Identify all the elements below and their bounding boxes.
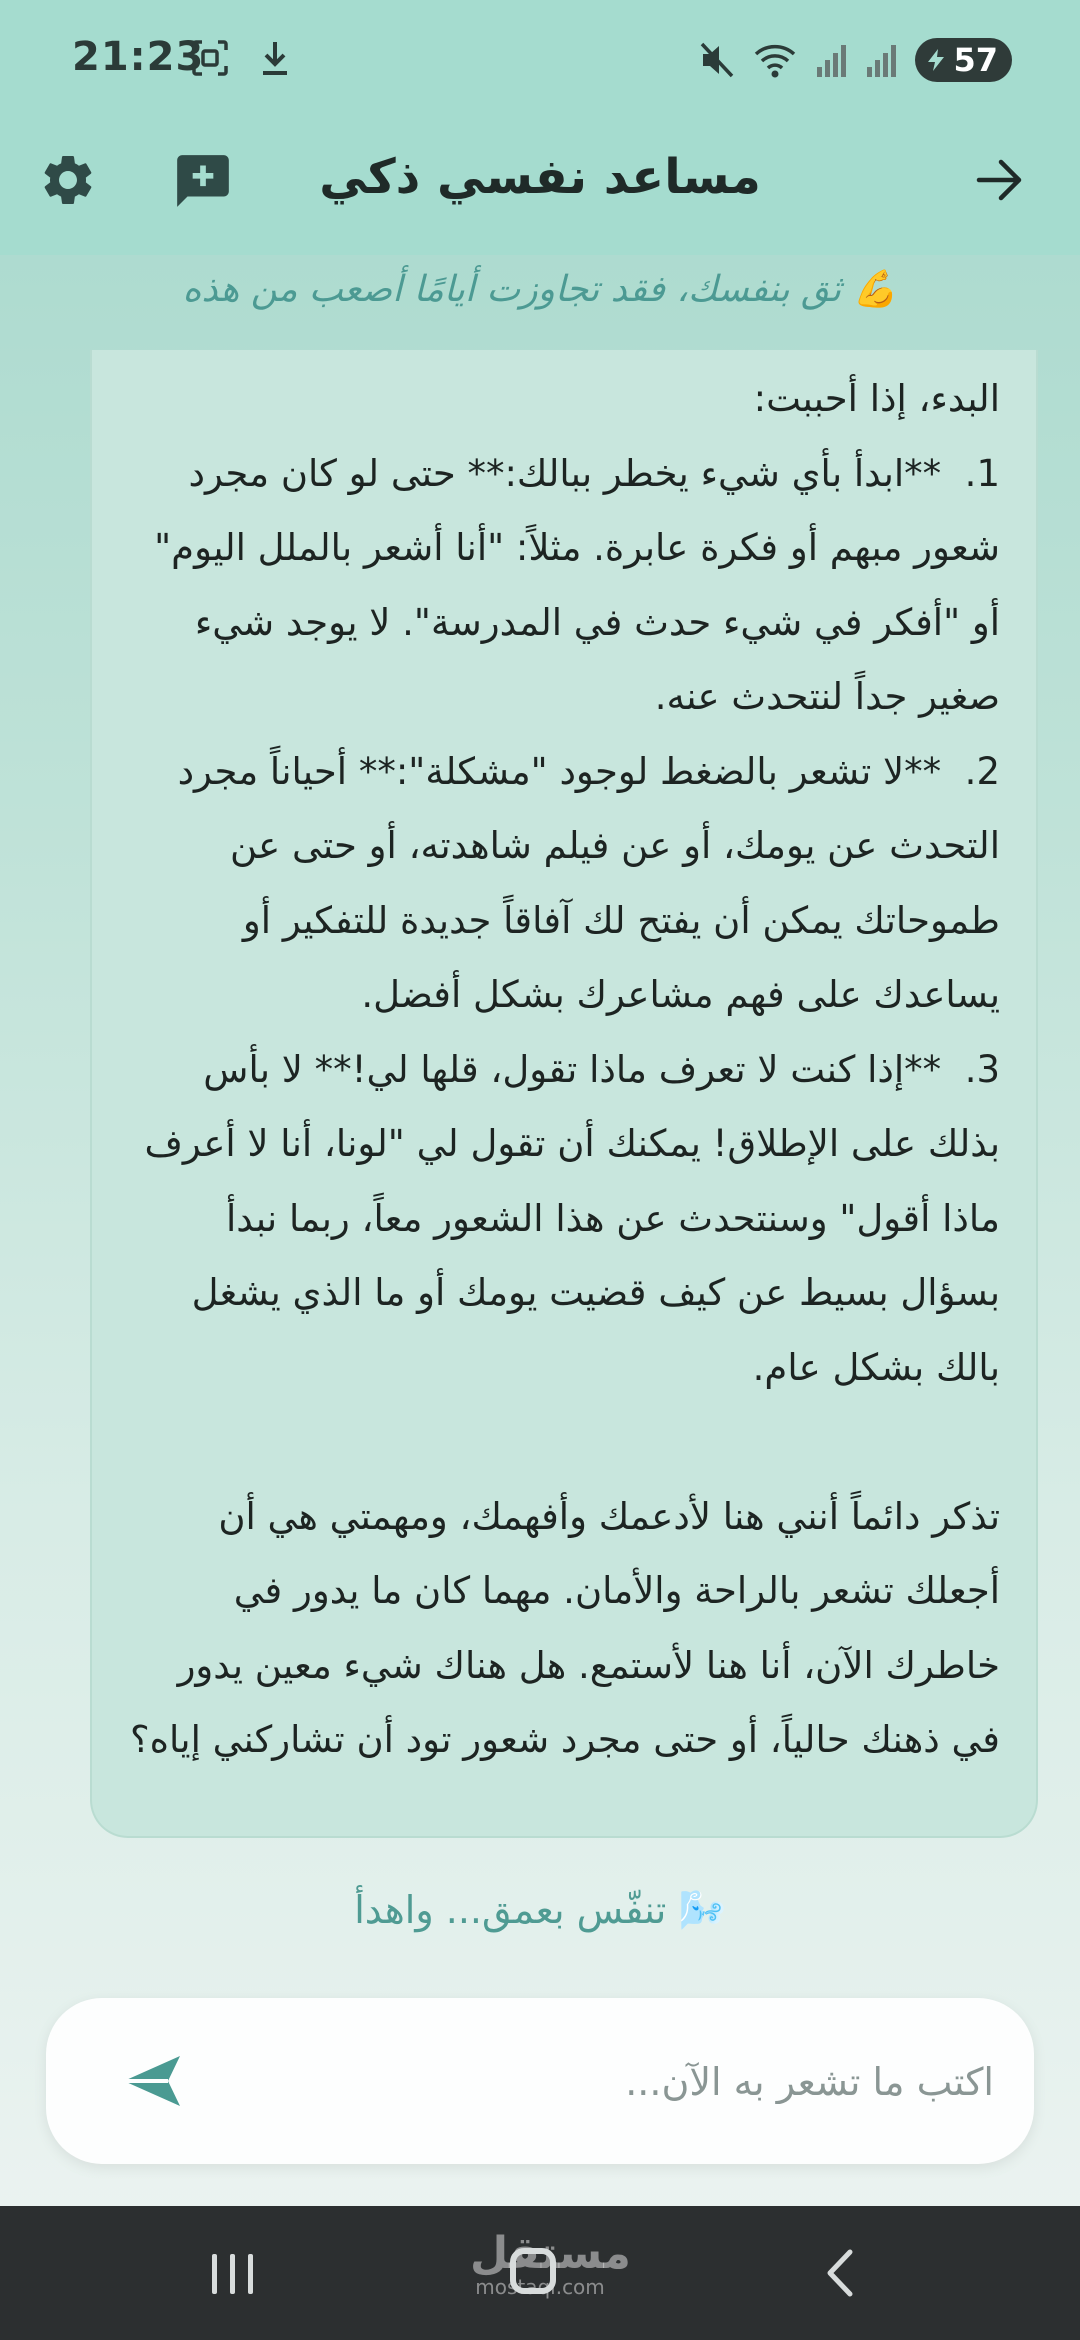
screenshot-icon: [190, 38, 230, 78]
recents-button[interactable]: [212, 2254, 253, 2294]
status-bar: [0, 0, 1080, 125]
assistant-message-text: البدء، إذا أحببت: 1. **ابدأ بأي شيء يخطر ببالك:** حتى لو كان مجرد شعور مبهم أو فكرة عابرة. مثلاً: "أنا أشعر بالملل اليوم" أو "أفكر في شيء حدث في المدرسة". لا يوجد شيء صغير جداً لنتحدث عنه. 2. **لا تشعر بالضغط لوجود "مشكلة":** أحياناً مجرد التحدث عن يومك، أو عن فيلم شاهدته، أو حتى عن طموحاتك يمكن أن يفتح لك آفاقاً جديدة للتفكير أو يساعدك على فهم مشاعرك بشكل أفضل. 3. **إذا كنت لا تعرف ماذا تقول، قلها لي!** لا بأس بذلك على الإطلاق! يمكنك أن تقول لي "لونا، أنا لا أعرف ماذا أقول" وسنتحدث عن هذا الشعور معاً، ربما نبدأ بسؤال بسيط عن كيف قضيت يومك أو ما الذي يشغل بالك بشكل عام. تذكر دائماً أنني هنا لأدعمك وأفهمك، ومهمتي هي أن أجعلك تشعر بالراحة والأمان. مهما كان ما يدور في خاطرك الآن، أنا هنا لأستمع. هل هناك شيء معين يدور في ذهنك حالياً، أو حتى مجرد شعور تود أن تشاركني إياه؟: [129, 377, 1000, 1761]
arrow-right-icon: [973, 153, 1027, 207]
mute-icon: [699, 41, 735, 79]
signal-icon: [815, 41, 847, 79]
watermark-logo: مستقل mostaql.com: [470, 2228, 631, 2299]
download-icon: [258, 38, 292, 78]
wifi-icon: [753, 41, 797, 79]
home-button[interactable]: [510, 2248, 556, 2294]
battery-level: 57: [953, 41, 998, 79]
back-button[interactable]: [968, 148, 1032, 212]
send-button[interactable]: [118, 2050, 188, 2112]
nav-back-button[interactable]: [820, 2248, 860, 2302]
message-input[interactable]: [192, 1998, 996, 2166]
breathe-prompt: تنفّس بعمق... واهدأ 🌬️: [354, 1888, 726, 1932]
chevron-left-icon: [820, 2248, 860, 2298]
status-time: 21:23: [72, 34, 205, 80]
signal-icon: [865, 41, 897, 79]
battery-icon: [915, 38, 1012, 82]
app-bar: [0, 125, 1080, 255]
send-icon: [118, 2050, 188, 2112]
system-nav-bar: [0, 2206, 1080, 2340]
page-title: مساعد نفسي ذكي: [319, 149, 761, 205]
message-composer: [46, 1998, 1034, 2164]
motivation-banner: ثق بنفسك، فقد تجاوزت أيامًا أصعب من هذه 💪: [182, 269, 898, 310]
